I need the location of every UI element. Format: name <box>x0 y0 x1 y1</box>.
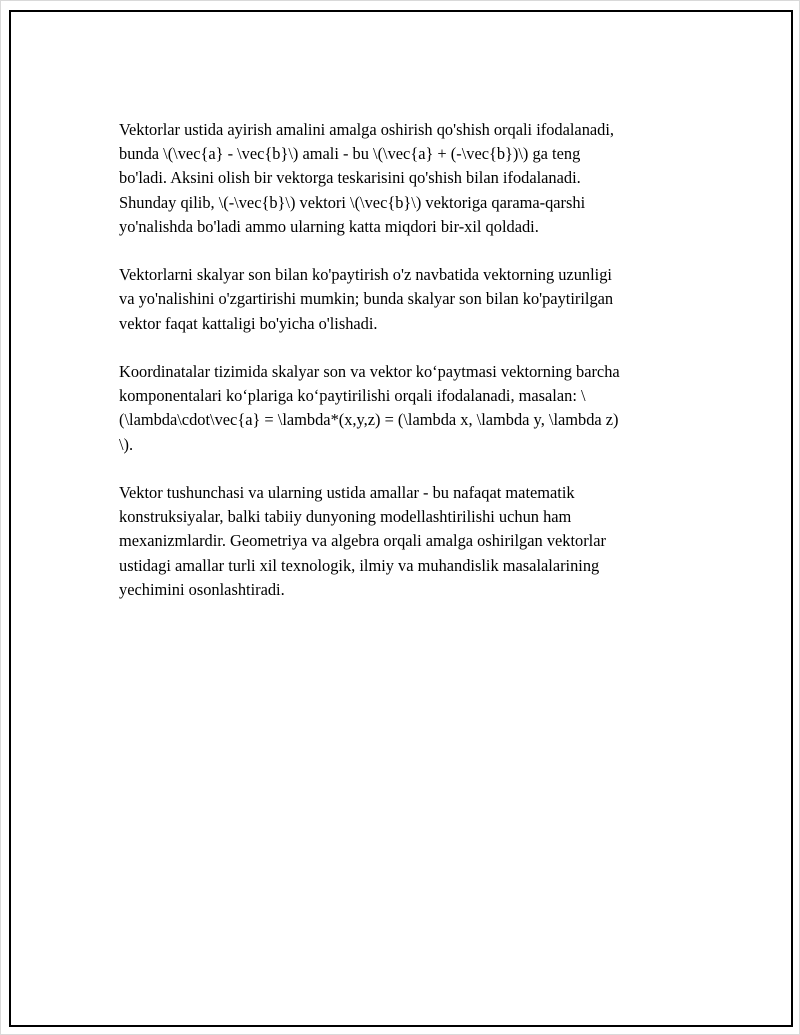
paragraph-conclusion: Vektor tushunchasi va ularning ustida amallar - bu nafaqat matematik konstruksiyalar, balki tabiiy dunyoning modellashtirilishi uchun ham mexanizmlardir. Geometriya va algebra orqali amalga oshirilgan vektorlar ustidagi amallar turli xil texnologik, ilmiy va muhandislik masalalarining yechimini osonlashtiradi. <box>119 483 606 599</box>
paragraph-coordinate-form: Koordinatalar tizimida skalyar son va vektor ko‘paytmasi vektorning barcha komponentalari ko‘plariga ko‘paytirilishi orqali ifodalanadi, masalan: \ (\lambda\cdot\vec{a} = \lambda*(x,y,z) = (\lambda x, \lambda y, \lambda z) \). <box>119 362 620 454</box>
paragraph-vector-subtraction: Vektorlar ustida ayirish amalini amalga oshirish qo'shish orqali ifodalanadi, bunda \(\vec{a} - \vec{b}\) amali - bu \(\vec{a} + (-\vec{b})\) ga teng bo'ladi. Aksini olish bir vektorga teskarisini qo'shish bilan ifodalanadi. Shunday qilib, \(-\vec{b}\) vektori \(\vec{b}\) vektoriga qarama-qarshi yo'nalishda bo'ladi ammo ularning katta miqdori bir-xil qoldadi. <box>119 120 615 236</box>
document-body <box>119 118 691 626</box>
paragraph-scalar-multiplication: Vektorlarni skalyar son bilan ko'paytirish o'z navbatida vektorning uzunligi va yo'nalishini o'zgartirishi mumkin; bunda skalyar son bilan ko'paytirilgan vektor faqat kattaligi bo'yicha o'lishadi. <box>119 265 614 333</box>
